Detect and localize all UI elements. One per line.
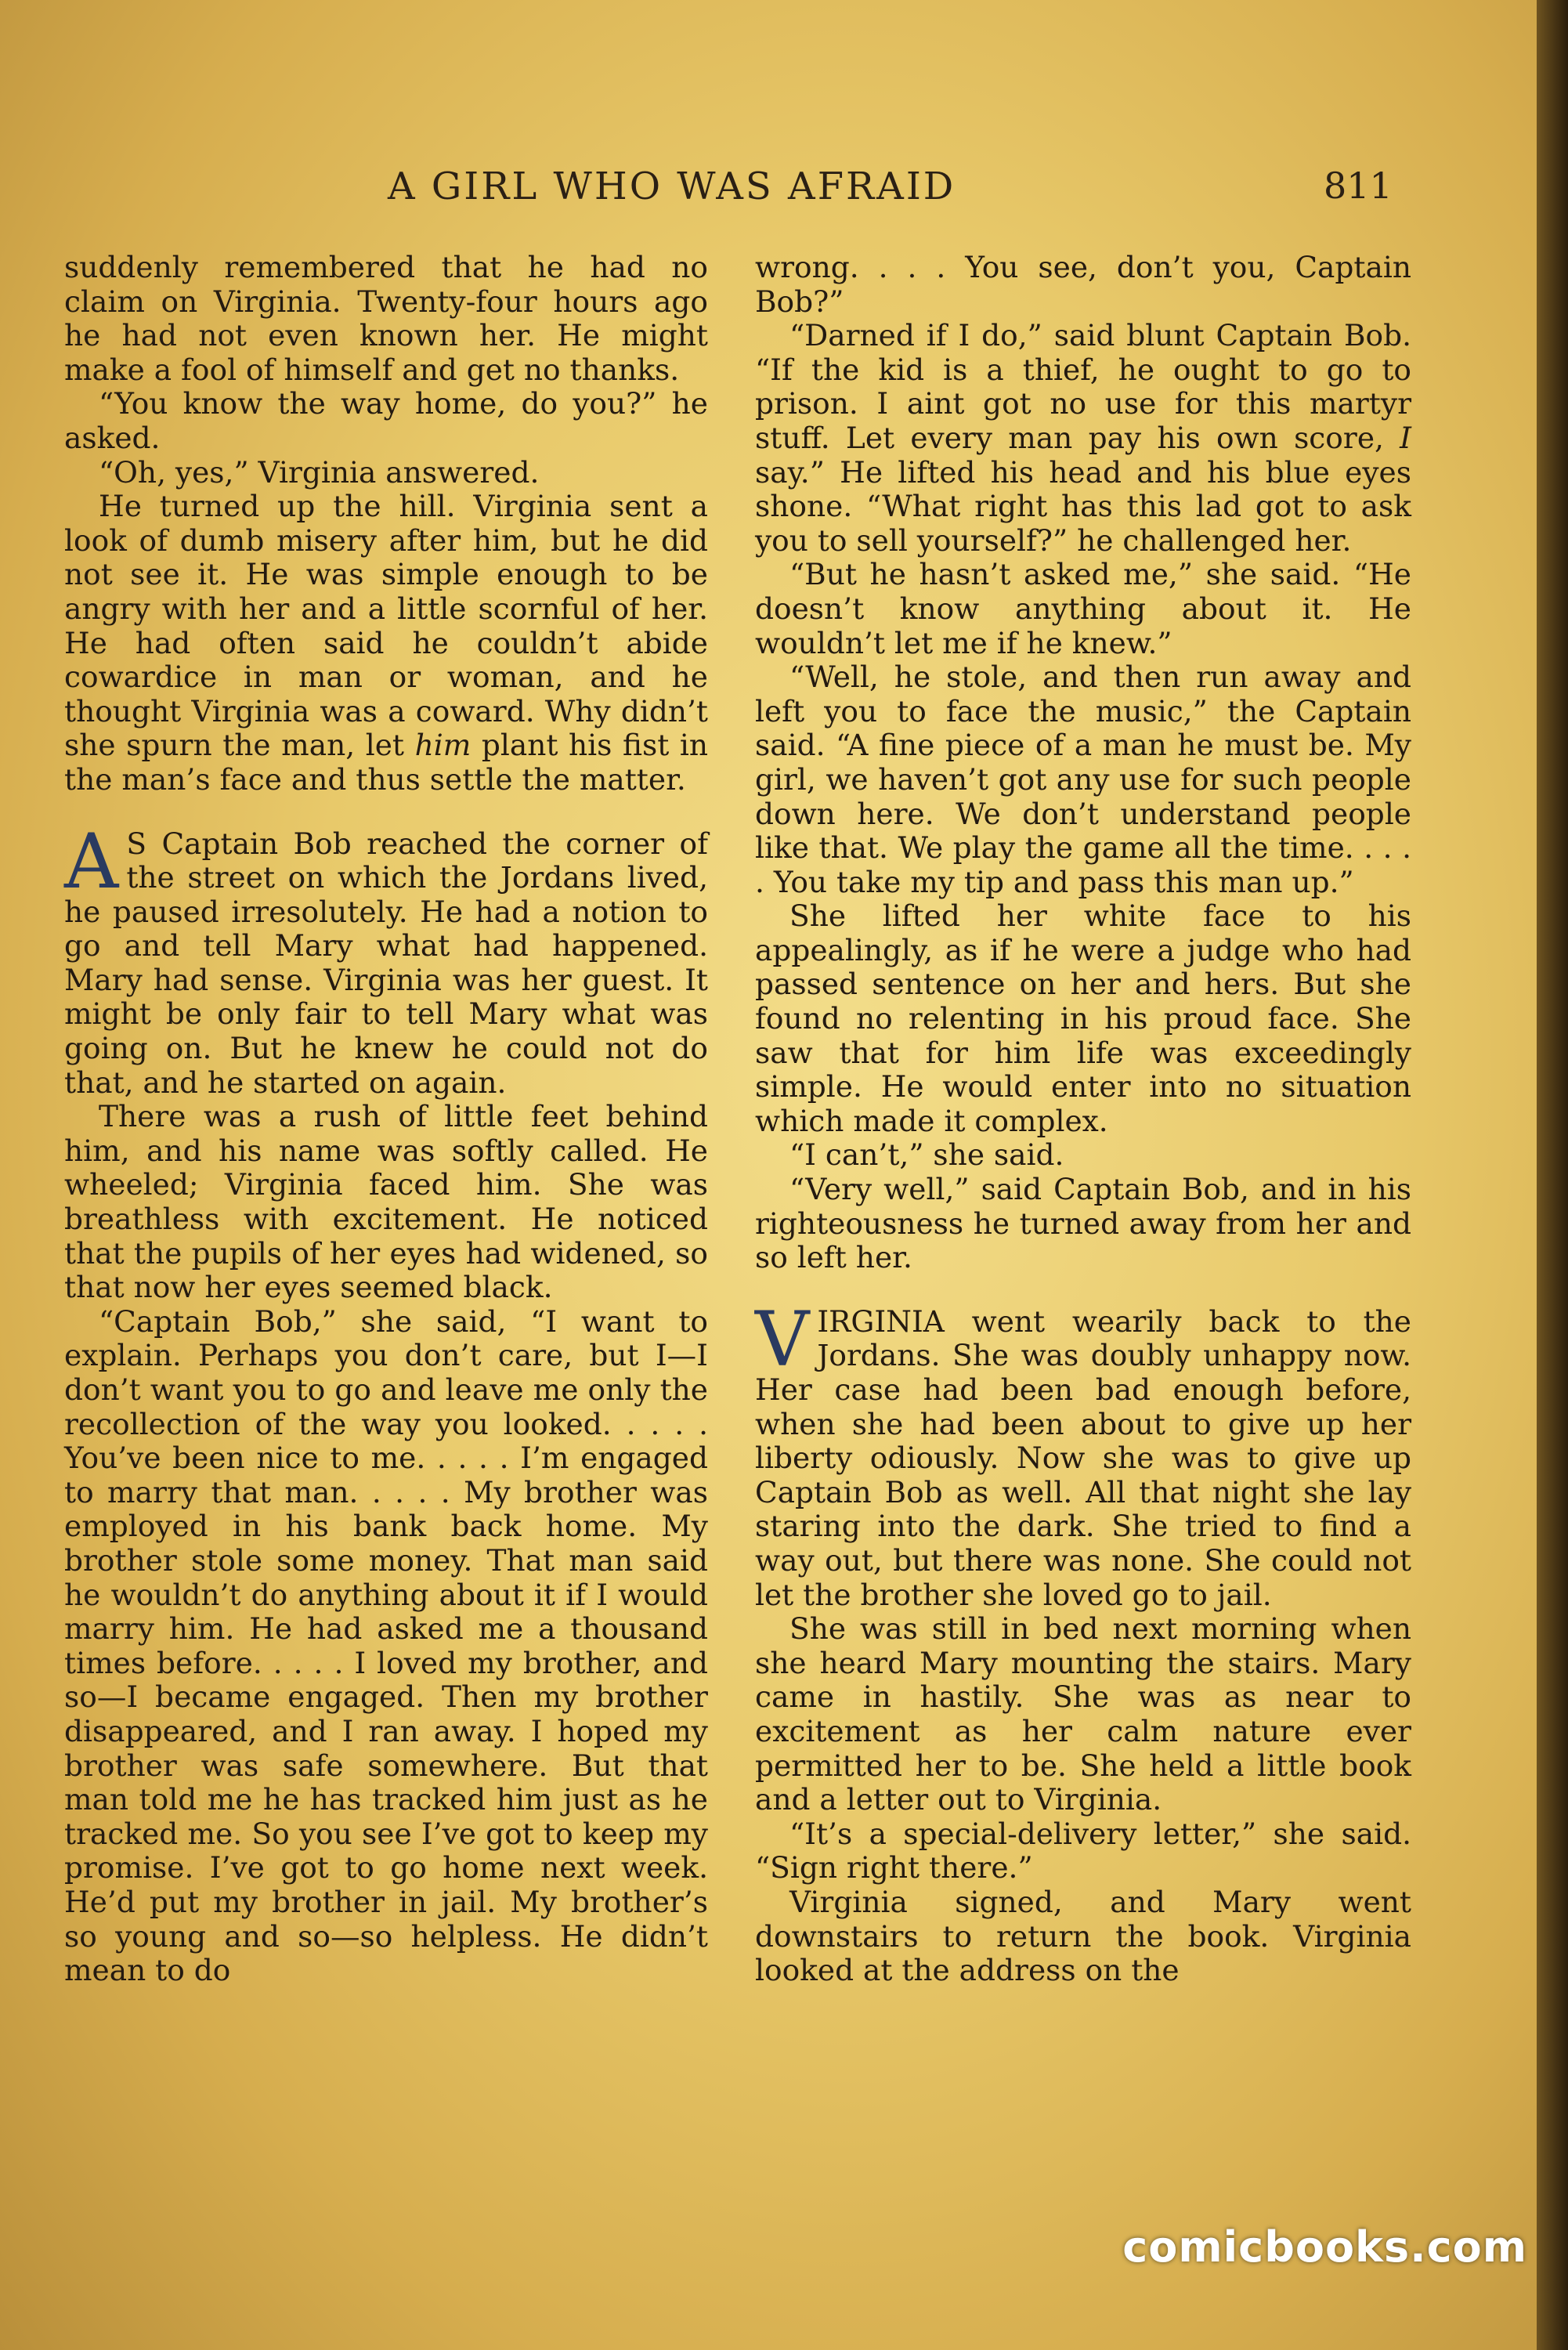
paragraph: She was still in bed next morning when she heard Mary mounting the stairs. Mary came in hastily. She was as near to excitement as her calm nature ever permitted her to be. She held a little book and a letter out to Virginia. — [755, 1611, 1411, 1817]
paragraph: “Oh, yes,” Virginia answered. — [99, 454, 540, 490]
running-title: A GIRL WHO WAS AFRAID — [388, 164, 956, 208]
left-column — [64, 251, 708, 1988]
watermark-logo: comicbooks.com — [1122, 2222, 1527, 2272]
text-run: “Darned if I do,” said blunt Captain Bob. “If the kid is a thief, he ought to go to prison. I aint got no use for this martyr stuff. Let every man pay his own score, — [755, 318, 1411, 455]
text-run: He turned up the hill. Virginia sent a look of dumb misery after him, but he did not see it. He was simple enough to be angry with her and a little scornful of her. He had often said he couldn’t abide cowardice in man or woman, and he thought Virginia was a coward. Why didn’t she spurn the man, let — [64, 489, 708, 763]
text-run: S Captain Bob reached the corner of the street on which the Jordans lived, he paused irresolutely. He had a notion to go and tell Mary what had happened. Mary had sense. Virginia was her guest. It might be only fair to tell Mary what was going on. But he knew he could not do that, and he started on again. — [64, 826, 708, 1100]
paragraph: “You know the way home, do you?” he asked. — [64, 386, 708, 455]
paragraph: There was a rush of little feet behind him, and his name was softly called. He wheeled; Virginia faced him. She was breathless with excitement. He noticed that the pupils of her eyes had widened, so that now her eyes seemed black. — [64, 1099, 708, 1305]
drop-cap: V — [755, 1295, 810, 1383]
paragraph — [755, 319, 1411, 558]
section-paragraph — [755, 1295, 1411, 1612]
paragraph: “I can’t,” she said. — [789, 1137, 1064, 1173]
page-header — [0, 164, 1537, 219]
drop-cap: A — [64, 817, 119, 906]
text-run: IRGINIA went wearily back to the Jordans. She was doubly unhappy now. Her case had been bad enough before, when she had been about to give up her liberty odiously. Now she was to give up Captain Bob as well. All that night she lay staring into the dark. She tried to find a way out, but there was none. She could not let the brother she loved go to jail. — [755, 1303, 1411, 1612]
paragraph: “Captain Bob,” she said, “I want to explain. Perhaps you don’t care, but I—I don’t want you to go and leave me only the recollection of the way you looked. . . . . You’ve been nice to me. . . . . I’m engaged to marry that man. . . . . My brother was employed in his bank back home. My brother stole some money. That man said he wouldn’t do anything about it if I would marry him. He had asked me a thousand times before. . . . . I loved my brother, and so—I became engaged. Then my brother disappeared, and I ran away. I hoped my brother was safe somewhere. But that man told me he has tracked him just as he tracked me. So you see I’ve got to keep my promise. I’ve got to go home next week. He’d put my brother in jail. My brother’s so young and so—so helpless. He didn’t mean to do — [64, 1303, 708, 1988]
paragraph: suddenly remembered that he had no claim on Virginia. Twenty-four hours ago he had not even known her. He might make a fool of himself and get no thanks. — [64, 250, 708, 387]
paragraph: Virginia signed, and Mary went downstairs to return the book. Virginia looked at the address on the — [755, 1884, 1411, 1988]
emphasis: I — [1400, 420, 1411, 455]
right-column — [755, 251, 1411, 1988]
paragraph: “But he hasn’t asked me,” she said. “He doesn’t know anything about it. He wouldn’t let me if he knew.” — [755, 557, 1411, 660]
page-edge-shadow — [1537, 0, 1568, 2350]
text-run: plant his fist in the man’s face and thus settle the matter. — [64, 728, 709, 797]
section-paragraph — [64, 817, 708, 1101]
text-run: say.” He lifted his head and his blue eyes shone. “What right has this lad got to ask you to sell yourself?” he challenged her. — [755, 454, 1411, 558]
emphasis: him — [414, 728, 471, 763]
paragraph: wrong. . . . You see, don’t you, Captain Bob?” — [755, 250, 1411, 319]
paragraph: “It’s a special-delivery letter,” she said. “Sign right there.” — [755, 1816, 1411, 1885]
paragraph: She lifted her white face to his appealingly, as if he were a judge who had passed sentence on her and hers. But she found no relenting in his proud face. She saw that for him life was exceedingly simple. He would enter into no situation which made it complex. — [755, 898, 1411, 1138]
paragraph: “Well, he stole, and then run away and left you to face the music,” the Captain said. “A fine piece of a man he must be. My girl, we haven’t got any use for such people down here. We don’t understand people like that. We play the game all the time. . . . . You take my tip and pass this man up.” — [755, 660, 1411, 899]
paragraph — [64, 490, 708, 797]
page-number: 811 — [1324, 164, 1393, 207]
paragraph: “Very well,” said Captain Bob, and in his righteousness he turned away from her and so left her. — [755, 1172, 1411, 1275]
